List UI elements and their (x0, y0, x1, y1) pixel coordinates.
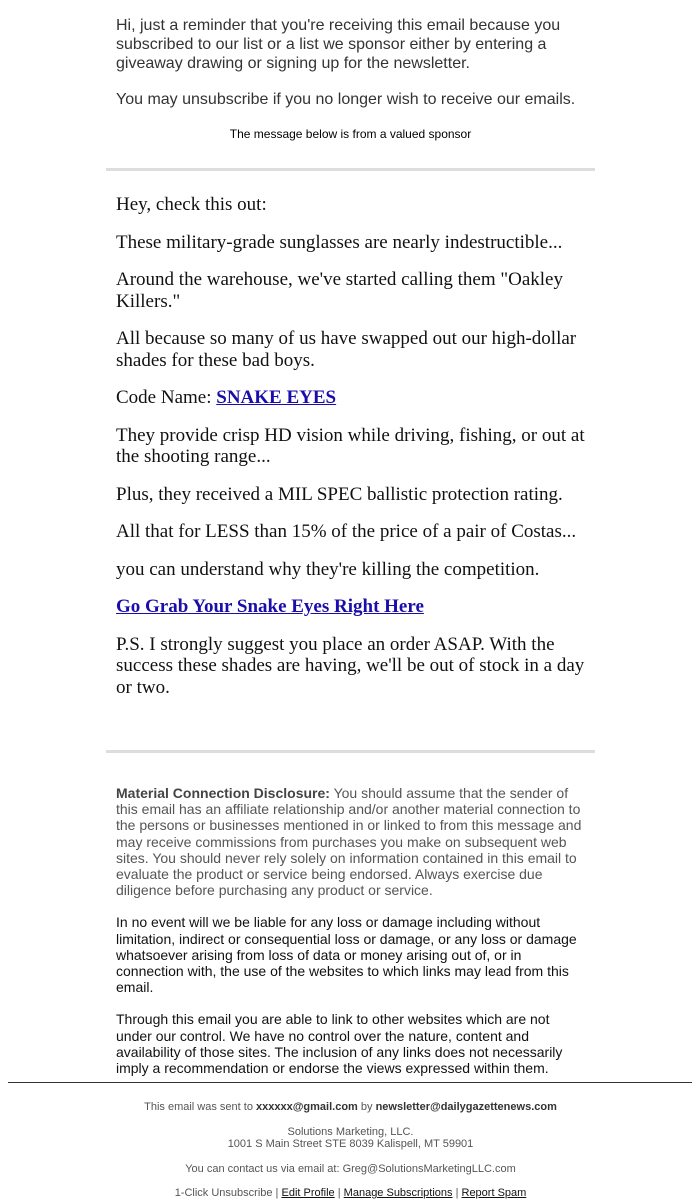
sender-email: newsletter@dailygazettenews.com (375, 1101, 557, 1113)
one-click-unsubscribe: 1-Click Unsubscribe (174, 1187, 273, 1199)
code-name-line (116, 387, 586, 409)
body-paragraph: Around the warehouse, we've started calling them "Oakley Killers." (116, 269, 563, 312)
external-links-paragraph: Through this email you are able to link to other websites which are not under our control. We have no control over the nature, content and availability of those sites. The inclusion of any links does not necessarily imply a recommendation or endorse the views expressed within them. (116, 1011, 563, 1077)
sponsor-note: The message below is from a valued sponsor (229, 127, 472, 141)
disclosure-text: You should assume that the sender of this email has an affiliate relationship and/or another material connection to the persons or businesses mentioned in or linked to from this message and may receive commissions from purchases you make on subsequent web sites. You should never rely solely on information contained in this email to evaluate the product or service being endorsed. Always exercise due diligence before purchasing any product or service. (116, 785, 582, 899)
divider (106, 750, 595, 753)
cta-link[interactable]: Go Grab Your Snake Eyes Right Here (116, 596, 424, 617)
body-paragraph: you can understand why they're killing the competition. (116, 558, 540, 580)
material-connection-disclosure (116, 785, 586, 898)
recipient-email: xxxxxx@gmail.com (256, 1101, 358, 1113)
email-footer (106, 1101, 595, 1200)
report-spam-link[interactable]: Report Spam (461, 1187, 527, 1199)
body-paragraph: All that for LESS than 15% of the price of a pair of Costas... (116, 521, 577, 542)
snake-eyes-link[interactable]: SNAKE EYES (216, 387, 337, 408)
intro-notice (116, 16, 586, 109)
company-name: Solutions Marketing, LLC. (287, 1125, 414, 1138)
footer-divider (8, 1082, 692, 1083)
disclosure-section (116, 785, 586, 1092)
footer-links: 1-Click Unsubscribe | Edit Profile | Manage Subscriptions | Report Spam (174, 1187, 527, 1199)
company-address: 1001 S Main Street STE 8039 Kalispell, MT 59901 (227, 1138, 474, 1150)
sent-to-line: This email was sent to xxxxxx@gmail.com by newsletter@dailygazettenews.com (144, 1101, 557, 1113)
edit-profile-link[interactable]: Edit Profile (281, 1187, 335, 1199)
ps-paragraph: P.S. I strongly suggest you place an order ASAP. With the success these shades are having, we'll be out of stock in a day or two. (116, 633, 585, 698)
body-paragraph: Plus, they received a MIL SPEC ballistic protection rating. (116, 483, 563, 505)
code-name-label: Code Name: (116, 387, 217, 408)
body-paragraph: These military-grade sunglasses are nearly indestructible... (116, 231, 563, 253)
cta-line (116, 596, 586, 618)
subscription-reminder: Hi, just a reminder that you're receiving this email because you subscribed to our list or a list we sponsor either by entering a giveaway drawing or signing up for the newsletter. (116, 17, 561, 72)
body-paragraph: They provide crisp HD vision while driving, fishing, or out at the shooting range... (116, 424, 585, 467)
liability-paragraph: In no event will we be liable for any loss or damage including without limitation, indirect or consequential loss or damage, or any loss or damage whatsoever arising from loss of data or money arising out of, or in connection with, the use of the websites to which links may lead from this email. (116, 914, 577, 996)
greeting: Hey, check this out: (116, 194, 267, 215)
divider (106, 168, 595, 171)
sponsor-message (116, 194, 586, 714)
disclosure-heading: Material Connection Disclosure: (116, 785, 330, 801)
contact-line: You can contact us via email at: Greg@SolutionsMarketingLLC.com (185, 1162, 516, 1175)
unsubscribe-note: You may unsubscribe if you no longer wish to receive our emails. (116, 91, 576, 108)
body-paragraph: All because so many of us have swapped out our high-dollar shades for these bad boys. (116, 328, 577, 371)
manage-subscriptions-link[interactable]: Manage Subscriptions (343, 1187, 453, 1199)
